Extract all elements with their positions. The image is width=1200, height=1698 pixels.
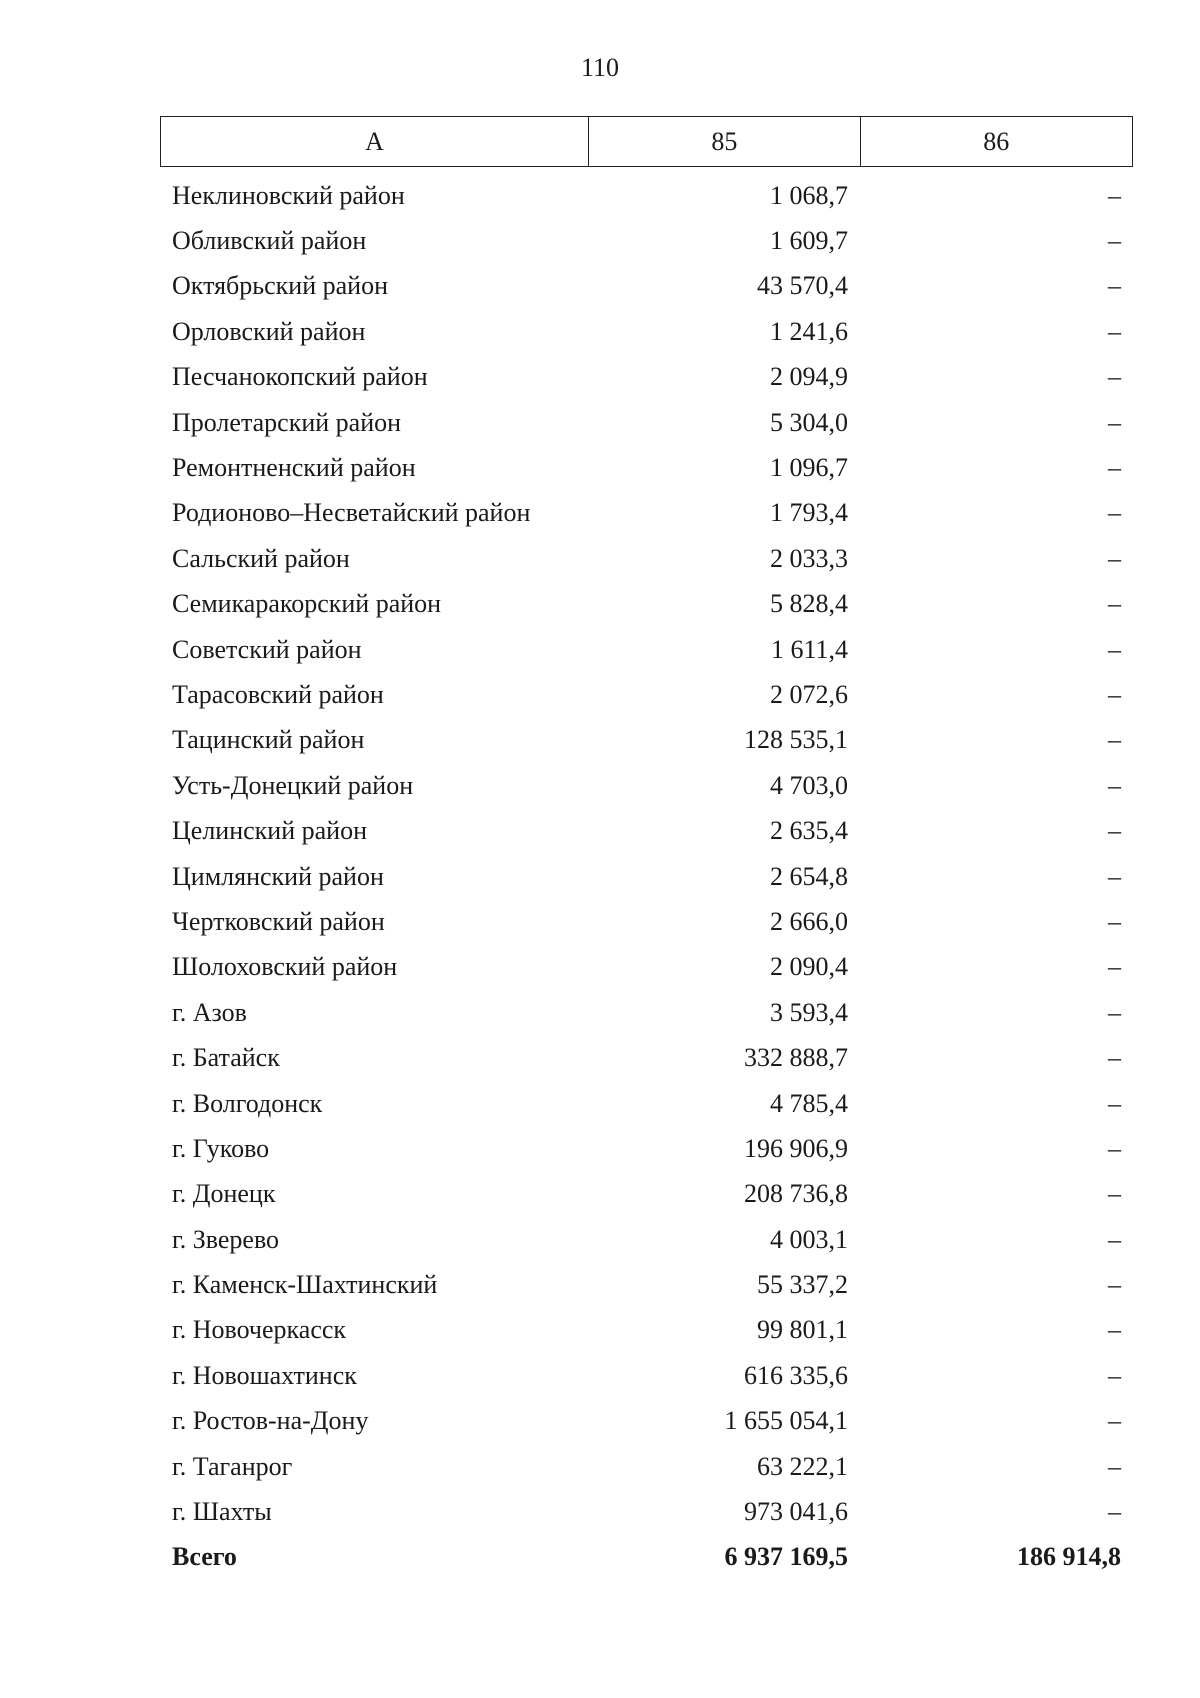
row-value-85: 3 593,4 [770, 997, 848, 1027]
row-value-86: – [1108, 226, 1121, 256]
row-name-cell: г. Таганрог [172, 1451, 293, 1481]
row-name-cell: Орловский район [172, 316, 366, 346]
row-value-85: 55 337,2 [757, 1270, 848, 1300]
table-row [160, 400, 1133, 445]
row-value-86: – [1108, 906, 1121, 936]
row-value-86: – [1108, 180, 1121, 210]
row-name-cell: Тацинский район [172, 725, 365, 755]
row-value-86: – [1108, 1088, 1121, 1118]
row-value-86: – [1108, 997, 1121, 1027]
row-name-cell: г. Новочеркасск [172, 1315, 347, 1345]
row-value-86: – [1108, 1497, 1121, 1527]
table-row [160, 1081, 1133, 1126]
table-row [160, 1172, 1133, 1217]
table-row [160, 1217, 1133, 1262]
row-value-86: – [1108, 1224, 1121, 1254]
table-row [160, 945, 1133, 990]
row-value-86: – [1108, 679, 1121, 709]
table-row [160, 173, 1133, 218]
row-name-cell: г. Новошахтинск [172, 1360, 357, 1390]
row-value-85: 4 003,1 [770, 1224, 848, 1254]
total-value-86: 186 914,8 [1017, 1542, 1121, 1572]
data-table [160, 116, 1133, 1580]
row-name-cell: г. Азов [172, 997, 247, 1027]
row-value-85: 332 888,7 [744, 1043, 848, 1073]
row-value-86: – [1108, 1270, 1121, 1300]
table-row [160, 491, 1133, 536]
row-value-86: – [1108, 543, 1121, 573]
row-value-85: 5 828,4 [770, 589, 848, 619]
row-value-85: 208 736,8 [744, 1179, 848, 1209]
row-value-85: 2 033,3 [770, 543, 848, 573]
row-value-85: 2 666,0 [770, 906, 848, 936]
row-value-85: 1 241,6 [770, 316, 848, 346]
table-row [160, 1353, 1133, 1398]
table-body [160, 173, 1133, 1535]
row-name-cell: г. Ростов-на-Дону [172, 1406, 369, 1436]
row-value-85: 616 335,6 [744, 1360, 848, 1390]
table-total-row [160, 1535, 1133, 1580]
row-value-86: – [1108, 1133, 1121, 1163]
row-value-85: 43 570,4 [757, 271, 848, 301]
row-name-cell: г. Волгодонск [172, 1088, 323, 1118]
row-name-cell: Ремонтненский район [172, 453, 416, 483]
row-value-85: 5 304,0 [770, 407, 848, 437]
row-value-85: 99 801,1 [757, 1315, 848, 1345]
row-value-86: – [1108, 1406, 1121, 1436]
row-name-cell: г. Шахты [172, 1497, 272, 1527]
row-value-86: – [1108, 1315, 1121, 1345]
row-name-cell: Шолоховский район [172, 952, 398, 982]
header-cell-85: 85 [588, 117, 859, 166]
header-cell-86: 86 [860, 117, 1132, 166]
row-name-cell: Сальский район [172, 543, 350, 573]
row-value-85: 2 635,4 [770, 816, 848, 846]
row-value-85: 63 222,1 [757, 1451, 848, 1481]
row-value-86: – [1108, 498, 1121, 528]
row-name-cell: г. Зверево [172, 1224, 280, 1254]
table-row [160, 763, 1133, 808]
row-value-86: – [1108, 634, 1121, 664]
row-value-86: – [1108, 725, 1121, 755]
row-value-85: 4 785,4 [770, 1088, 848, 1118]
table-row [160, 672, 1133, 717]
table-row [160, 582, 1133, 627]
row-value-85: 1 096,7 [770, 453, 848, 483]
row-name-cell: Чертковский район [172, 906, 385, 936]
row-value-85: 1 793,4 [770, 498, 848, 528]
page-number: 110 [580, 53, 620, 82]
row-value-86: – [1108, 1360, 1121, 1390]
row-value-86: – [1108, 407, 1121, 437]
total-label: Всего [172, 1542, 237, 1572]
row-name-cell: Родионово–Несветайский район [172, 498, 531, 528]
row-value-85: 196 906,9 [744, 1133, 848, 1163]
table-row [160, 536, 1133, 581]
row-name-cell: Пролетарский район [172, 407, 402, 437]
table-row [160, 1126, 1133, 1171]
row-name-cell: Целинский район [172, 816, 367, 846]
table-row [160, 1444, 1133, 1489]
table-header-row [160, 116, 1133, 167]
row-value-85: 1 611,4 [770, 634, 848, 664]
row-value-85: 973 041,6 [744, 1497, 848, 1527]
row-value-86: – [1108, 453, 1121, 483]
row-value-85: 1 068,7 [770, 180, 848, 210]
table-row [160, 808, 1133, 853]
row-name-cell: г. Батайск [172, 1043, 280, 1073]
table-row [160, 1489, 1133, 1534]
row-value-86: – [1108, 589, 1121, 619]
row-name-cell: г. Каменск-Шахтинский [172, 1270, 438, 1300]
table-row [160, 854, 1133, 899]
row-value-86: – [1108, 1043, 1121, 1073]
row-name-cell: г. Гуково [172, 1133, 270, 1163]
row-value-86: – [1108, 816, 1121, 846]
row-value-86: – [1108, 770, 1121, 800]
row-name-cell: Неклиновский район [172, 180, 405, 210]
row-value-85: 4 703,0 [770, 770, 848, 800]
table-row [160, 355, 1133, 400]
row-value-85: 128 535,1 [744, 725, 848, 755]
row-name-cell: г. Донецк [172, 1179, 276, 1209]
total-value-85: 6 937 169,5 [724, 1542, 848, 1572]
row-name-cell: Семикаракорский район [172, 589, 442, 619]
table-row [160, 1262, 1133, 1307]
row-value-85: 2 090,4 [770, 952, 848, 982]
table-row [160, 990, 1133, 1035]
row-value-86: – [1108, 952, 1121, 982]
table-row [160, 1035, 1133, 1080]
row-name-cell: Цимлянский район [172, 861, 384, 891]
row-value-86: – [1108, 1451, 1121, 1481]
header-cell-a: А [365, 126, 384, 156]
table-row [160, 218, 1133, 263]
table-row [160, 1399, 1133, 1444]
table-row [160, 445, 1133, 490]
row-name-cell: Октябрьский район [172, 271, 388, 301]
row-value-85: 1 655 054,1 [724, 1406, 848, 1436]
table-row [160, 718, 1133, 763]
row-name-cell: Песчанокопский район [172, 362, 428, 392]
row-value-85: 2 094,9 [770, 362, 848, 392]
row-value-86: – [1108, 316, 1121, 346]
row-value-85: 2 654,8 [770, 861, 848, 891]
table-row [160, 627, 1133, 672]
row-value-86: – [1108, 1179, 1121, 1209]
row-name-cell: Обливский район [172, 226, 367, 256]
row-name-cell: Тарасовский район [172, 679, 384, 709]
table-row [160, 899, 1133, 944]
row-value-86: – [1108, 861, 1121, 891]
row-value-85: 2 072,6 [770, 679, 848, 709]
table-row [160, 1308, 1133, 1353]
table-row [160, 264, 1133, 309]
row-value-86: – [1108, 271, 1121, 301]
row-name-cell: Советский район [172, 634, 362, 664]
row-value-85: 1 609,7 [770, 226, 848, 256]
row-value-86: – [1108, 362, 1121, 392]
table-row [160, 309, 1133, 354]
row-name-cell: Усть-Донецкий район [172, 770, 414, 800]
